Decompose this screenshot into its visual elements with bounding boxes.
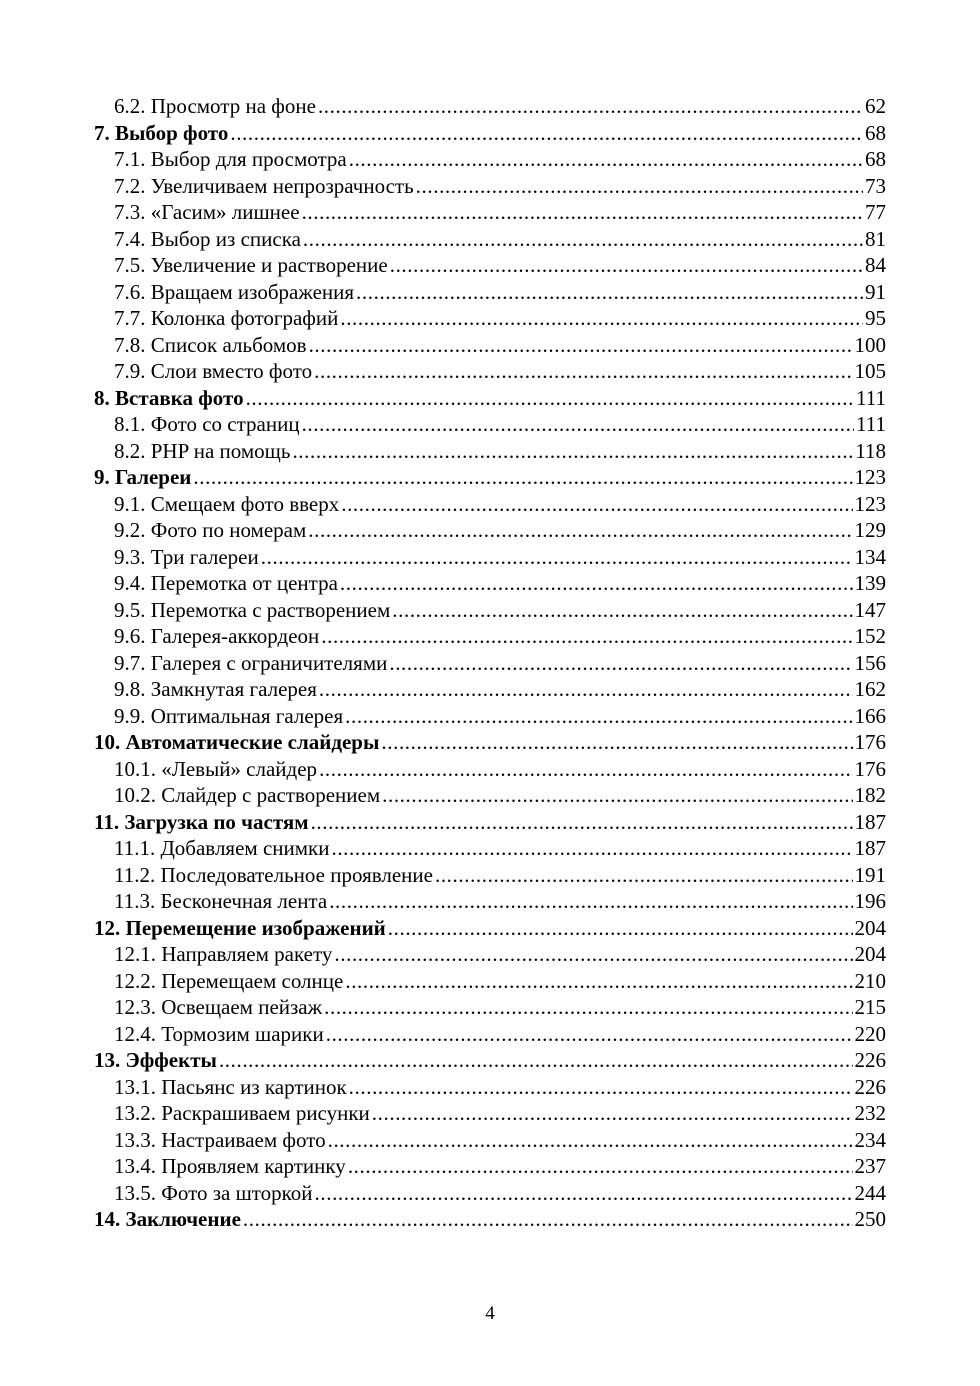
toc-entry-title: 9. Галереи — [94, 465, 192, 489]
toc-entry-title: 12. Перемещение изображений — [94, 915, 386, 940]
dot-leader — [318, 93, 863, 120]
toc-entry-title: 7.7. Колонка фотографий — [114, 306, 339, 330]
dot-leader — [193, 464, 852, 491]
toc-section-entry — [94, 1100, 886, 1127]
dot-leader — [345, 968, 852, 995]
toc-chapter-entry — [94, 1047, 886, 1074]
toc-entry-page: 139 — [854, 571, 886, 595]
toc-entry-page: 210 — [854, 968, 886, 993]
toc-entry-title: 9.4. Перемотка от центра — [114, 571, 338, 595]
toc-entry-page: 105 — [854, 359, 886, 383]
toc-entry-page: 187 — [854, 809, 886, 834]
toc-entry-title: 7.9. Слои вместо фото — [114, 359, 313, 383]
dot-leader — [319, 676, 853, 703]
dot-leader — [246, 385, 854, 412]
toc-section-entry — [94, 544, 886, 571]
toc-entry-title: 13. Эффекты — [94, 1048, 217, 1072]
toc-entry-title: 13.2. Раскрашиваем рисунки — [114, 1101, 370, 1125]
toc-entry-page: 162 — [854, 677, 886, 701]
toc-section-entry — [94, 173, 886, 200]
dot-leader — [243, 1206, 853, 1233]
dot-leader — [302, 411, 854, 438]
toc-entry-page: 226 — [854, 1074, 886, 1099]
toc-entry-page: 123 — [854, 491, 886, 516]
toc-entry-page: 215 — [854, 995, 886, 1019]
toc-section-entry — [94, 1127, 886, 1154]
dot-leader — [319, 756, 852, 783]
toc-section-entry — [94, 358, 886, 385]
toc-section-entry — [94, 994, 886, 1021]
dot-leader — [329, 888, 852, 915]
toc-entry-title: 13.1. Пасьянс из картинок — [114, 1074, 347, 1099]
toc-entry-title: 9.5. Перемотка с растворением — [114, 597, 391, 622]
dot-leader — [389, 650, 852, 677]
dot-leader — [340, 305, 863, 332]
dot-leader — [435, 862, 853, 889]
toc-entry-page: 176 — [854, 756, 886, 781]
toc-section-entry — [94, 252, 886, 279]
toc-entry-title: 7.1. Выбор для просмотра — [114, 147, 347, 171]
toc-entry-page: 204 — [854, 915, 886, 940]
dot-leader — [341, 491, 852, 518]
toc-entry-page: 84 — [865, 253, 886, 277]
toc-entry-page: 118 — [855, 438, 886, 463]
toc-entry-page: 156 — [854, 650, 886, 675]
toc-entry-page: 111 — [856, 412, 886, 436]
toc-entry-page: 204 — [854, 942, 886, 966]
dot-leader — [261, 544, 853, 571]
toc-section-entry — [94, 597, 886, 624]
toc-section-entry — [94, 305, 886, 332]
dot-leader — [292, 438, 853, 465]
toc-entry-page: 232 — [854, 1101, 886, 1125]
toc-chapter-entry — [94, 464, 886, 491]
dot-leader — [349, 1074, 853, 1101]
toc-entry-title: 13.5. Фото за шторкой — [114, 1180, 313, 1205]
dot-leader — [308, 517, 852, 544]
toc-entry-page: 111 — [856, 385, 886, 410]
toc-entry-page: 176 — [854, 730, 886, 754]
page-number: 4 — [485, 1303, 495, 1324]
dot-leader — [349, 146, 863, 173]
toc-entry-title: 9.2. Фото по номерам — [114, 518, 307, 542]
toc-entry-page: 95 — [865, 306, 886, 330]
dot-leader — [356, 279, 863, 306]
dot-leader — [345, 703, 852, 730]
toc-entry-title: 8. Вставка фото — [94, 385, 244, 410]
toc-section-entry — [94, 703, 886, 730]
toc-chapter-entry — [94, 809, 886, 836]
toc-entry-title: 9.9. Оптимальная галерея — [114, 703, 344, 728]
toc-entry-title: 7.2. Увеличиваем непрозрачность — [114, 173, 414, 198]
toc-entry-title: 6.2. Просмотр на фоне — [114, 94, 316, 118]
toc-chapter-entry — [94, 385, 886, 412]
toc-section-entry — [94, 411, 886, 438]
toc-entry-title: 7.5. Увеличение и растворение — [114, 253, 388, 277]
toc-chapter-entry — [94, 1206, 886, 1233]
dot-leader — [309, 332, 853, 359]
table-of-contents — [94, 93, 886, 1233]
toc-entry-page: 68 — [865, 120, 886, 145]
toc-entry-page: 196 — [854, 889, 886, 913]
toc-entry-page: 191 — [854, 862, 886, 887]
toc-section-entry — [94, 199, 886, 226]
toc-entry-page: 187 — [854, 836, 886, 860]
toc-entry-title: 12.1. Направляем ракету — [114, 942, 333, 966]
dot-leader — [381, 729, 852, 756]
toc-section-entry — [94, 650, 886, 677]
toc-entry-title: 9.8. Замкнутая галерея — [114, 677, 317, 701]
toc-entry-page: 226 — [854, 1048, 886, 1072]
dot-leader — [324, 994, 852, 1021]
toc-entry-page: 244 — [854, 1180, 886, 1205]
toc-entry-title: 8.2. PHP на помощь — [114, 438, 291, 463]
toc-section-entry — [94, 1153, 886, 1180]
toc-entry-page: 134 — [854, 544, 886, 569]
toc-section-entry — [94, 862, 886, 889]
toc-entry-page: 62 — [865, 94, 886, 118]
toc-section-entry — [94, 1180, 886, 1207]
toc-entry-title: 8.1. Фото со страниц — [114, 412, 300, 436]
toc-entry-page: 81 — [865, 226, 886, 251]
toc-section-entry — [94, 623, 886, 650]
toc-section-entry — [94, 756, 886, 783]
toc-section-entry — [94, 93, 886, 120]
toc-entry-page: 100 — [854, 332, 886, 357]
toc-entry-page: 123 — [854, 465, 886, 489]
toc-entry-page: 91 — [865, 279, 886, 304]
toc-entry-title: 14. Заключение — [94, 1207, 241, 1231]
toc-section-entry — [94, 517, 886, 544]
toc-section-entry — [94, 491, 886, 518]
dot-leader — [311, 809, 853, 836]
toc-section-entry — [94, 570, 886, 597]
toc-entry-title: 7. Выбор фото — [94, 120, 229, 145]
toc-entry-title: 12.3. Освещаем пейзаж — [114, 995, 323, 1019]
toc-entry-title: 11.3. Бесконечная лента — [114, 889, 328, 913]
toc-entry-title: 10.1. «Левый» слайдер — [114, 756, 318, 781]
dot-leader — [334, 941, 852, 968]
toc-section-entry — [94, 888, 886, 915]
dot-leader — [340, 570, 853, 597]
toc-section-entry — [94, 782, 886, 809]
toc-entry-title: 11.1. Добавляем снимки — [114, 836, 330, 860]
toc-section-entry — [94, 941, 886, 968]
toc-entry-page: 250 — [854, 1207, 886, 1231]
dot-leader — [372, 1100, 853, 1127]
dot-leader — [416, 173, 863, 200]
dot-leader — [302, 199, 863, 226]
toc-entry-page: 237 — [854, 1154, 886, 1178]
toc-entry-title: 12.4. Тормозим шарики — [114, 1021, 324, 1046]
toc-entry-title: 9.7. Галерея с ограничителями — [114, 650, 388, 675]
toc-entry-title: 13.3. Настраиваем фото — [114, 1127, 326, 1152]
toc-section-entry — [94, 676, 886, 703]
toc-entry-page: 182 — [854, 783, 886, 807]
toc-entry-title: 13.4. Проявляем картинку — [114, 1154, 346, 1178]
toc-entry-page: 147 — [854, 597, 886, 622]
toc-entry-page: 166 — [854, 703, 886, 728]
toc-entry-title: 7.3. «Гасим» лишнее — [114, 200, 300, 224]
toc-section-entry — [94, 835, 886, 862]
dot-leader — [328, 1127, 853, 1154]
dot-leader — [388, 915, 853, 942]
toc-entry-title: 9.1. Смещаем фото вверх — [114, 491, 340, 516]
toc-section-entry — [94, 332, 886, 359]
toc-section-entry — [94, 279, 886, 306]
toc-entry-title: 10.2. Слайдер с растворением — [114, 783, 381, 807]
toc-entry-title: 7.4. Выбор из списка — [114, 226, 301, 251]
dot-leader — [219, 1047, 853, 1074]
toc-entry-page: 73 — [865, 173, 886, 198]
toc-entry-title: 10. Автоматические слайдеры — [94, 730, 380, 754]
toc-chapter-entry — [94, 729, 886, 756]
toc-section-entry — [94, 968, 886, 995]
toc-entry-page: 68 — [865, 147, 886, 171]
dot-leader — [331, 835, 852, 862]
dot-leader — [326, 1021, 853, 1048]
toc-entry-page: 152 — [854, 624, 886, 648]
toc-entry-page: 77 — [865, 200, 886, 224]
dot-leader — [315, 1180, 853, 1207]
dot-leader — [392, 597, 852, 624]
toc-entry-title: 9.3. Три галереи — [114, 544, 259, 569]
dot-leader — [390, 252, 863, 279]
toc-chapter-entry — [94, 120, 886, 147]
toc-entry-title: 12.2. Перемещаем солнце — [114, 968, 344, 993]
toc-entry-title: 11.2. Последовательное проявление — [114, 862, 433, 887]
toc-section-entry — [94, 146, 886, 173]
dot-leader — [321, 623, 852, 650]
toc-entry-title: 11. Загрузка по частям — [94, 809, 309, 834]
toc-section-entry — [94, 1074, 886, 1101]
toc-entry-page: 234 — [854, 1127, 886, 1152]
toc-section-entry — [94, 438, 886, 465]
dot-leader — [230, 120, 863, 147]
dot-leader — [348, 1153, 853, 1180]
dot-leader — [303, 226, 863, 253]
toc-entry-title: 7.8. Список альбомов — [114, 332, 307, 357]
toc-chapter-entry — [94, 915, 886, 942]
toc-entry-page: 129 — [854, 518, 886, 542]
dot-leader — [314, 358, 852, 385]
dot-leader — [382, 782, 852, 809]
toc-entry-title: 7.6. Вращаем изображения — [114, 279, 355, 304]
toc-section-entry — [94, 226, 886, 253]
toc-entry-page: 220 — [854, 1021, 886, 1046]
toc-entry-title: 9.6. Галерея-аккордеон — [114, 624, 320, 648]
toc-section-entry — [94, 1021, 886, 1048]
